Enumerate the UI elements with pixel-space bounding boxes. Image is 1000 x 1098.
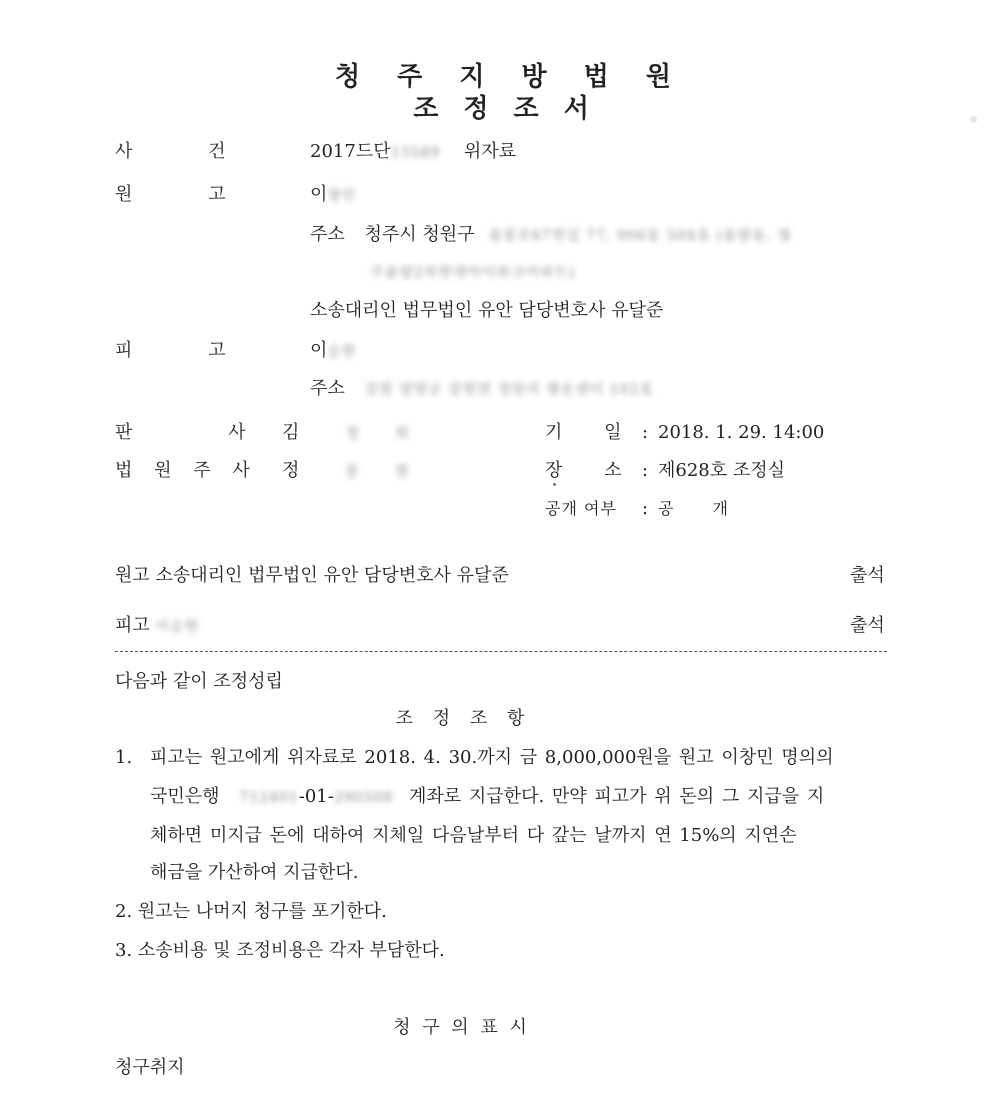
- attendance-defendant-redacted: 이승현: [155, 619, 200, 635]
- claim-subheading: 청구취지: [115, 1057, 185, 1078]
- clerk-label: 법 원 주 사: [115, 460, 250, 481]
- term-1-account-redacted-1: 712401: [239, 790, 299, 806]
- plaintiff-address-redacted-1: 율봉로67번길 77, 906동 504호 (율량동, 청: [488, 228, 792, 244]
- plaintiff-label: 원 고: [115, 184, 226, 205]
- session-public-label: 공개 여부: [545, 499, 617, 518]
- defendant-address: [310, 378, 654, 401]
- attendance-plaintiff: 원고 소송대리인 법무법인 유안 담당변호사 유달준: [115, 565, 509, 586]
- clerk-name: [282, 460, 410, 483]
- term-1-line-2: [150, 786, 824, 809]
- clerk-surname: 정: [282, 460, 300, 481]
- defendant-label: 피 고: [115, 340, 226, 361]
- session-public-sep: :: [642, 498, 649, 519]
- term-1-line-4: 해금을 가산하여 지급한다.: [150, 862, 359, 883]
- plaintiff-address-line2: [370, 262, 575, 282]
- session-date-value: 2018. 1. 29. 14:00: [658, 422, 825, 443]
- plaintiff-name-redacted: 창민: [327, 188, 357, 204]
- court-name: 청 주 지 방 법 원: [335, 62, 685, 92]
- term-3: 3. 소송비용 및 조정비용은 각자 부담한다.: [115, 940, 445, 961]
- document-title: 조 정 조 서: [413, 94, 597, 124]
- defendant-name-redacted: 승현: [327, 344, 357, 360]
- claim-heading: 청 구 의 표 시: [393, 1017, 527, 1038]
- attendance-plaintiff-status: 출석: [850, 565, 885, 586]
- term-1-line-2-rest: 계좌로 지급한다. 만약 피고가 위 돈의 그 지급을 지: [409, 786, 825, 807]
- clerk-name-redacted: 봉 현: [345, 464, 410, 480]
- judge-name: [282, 422, 410, 445]
- mediation-result: 다음과 같이 조정성립: [115, 671, 283, 692]
- judge-surname: 김: [282, 422, 300, 443]
- case-value: [310, 141, 516, 164]
- term-1-bank: 국민은행: [150, 786, 220, 807]
- term-2: 2. 원고는 나머지 청구를 포기한다.: [115, 901, 387, 922]
- session-public-value: 공 개: [658, 499, 728, 518]
- term-1-line-1: 피고는 원고에게 위자료로 2018. 4. 30.까지 금 8,000,000원을 원고 이창민 명의의: [150, 747, 834, 768]
- plaintiff-address-label: 주소: [310, 224, 345, 245]
- session-place-value: 제628호 조정실: [658, 460, 786, 481]
- term-1-line-3: 체하면 미지급 돈에 대하여 지체일 다음날부터 다 갚는 날까지 연 15%의 지연손: [150, 825, 797, 846]
- scan-speck: [553, 483, 556, 486]
- case-name: 위자료: [463, 141, 517, 162]
- plaintiff-name: [310, 184, 356, 207]
- term-1-account-redacted-2: 290508: [333, 790, 394, 806]
- dashed-divider: [115, 651, 887, 652]
- judge-name-redacted: 정 희: [345, 426, 410, 442]
- plaintiff-address-redacted-2: 주율량2차현대아이파크아파트): [370, 265, 576, 281]
- case-label: 사 건: [115, 141, 226, 162]
- session-date-label: 기 일: [545, 422, 622, 443]
- session-place-sep: :: [642, 460, 649, 481]
- term-1-number: 1.: [115, 747, 133, 768]
- plaintiff-name-initial: 이: [310, 184, 328, 205]
- plaintiff-address-visible: 청주시 청원구: [364, 224, 475, 245]
- defendant-address-redacted: 강원 양양군 강현면 정암리 행운센터 102호: [364, 382, 654, 398]
- session-place-label: 장 소: [545, 460, 622, 481]
- defendant-name: [310, 340, 356, 363]
- plaintiff-address: [310, 224, 792, 247]
- judge-label: 판 사: [115, 422, 246, 443]
- session-date-sep: :: [642, 422, 649, 443]
- case-number-redacted: 13589: [390, 145, 441, 161]
- terms-heading: 조 정 조 항: [395, 708, 525, 729]
- plaintiff-attorney: 소송대리인 법무법인 유안 담당변호사 유달준: [310, 300, 664, 321]
- defendant-name-initial: 이: [310, 340, 328, 361]
- case-number-prefix: 2017드단: [310, 141, 391, 162]
- scan-speck: [970, 116, 977, 123]
- term-1-account-mid: -01-: [298, 786, 334, 807]
- defendant-address-label: 주소: [310, 378, 345, 399]
- attendance-defendant-prefix: 피고: [115, 615, 150, 636]
- attendance-defendant: [115, 615, 199, 638]
- attendance-defendant-status: 출석: [850, 615, 885, 636]
